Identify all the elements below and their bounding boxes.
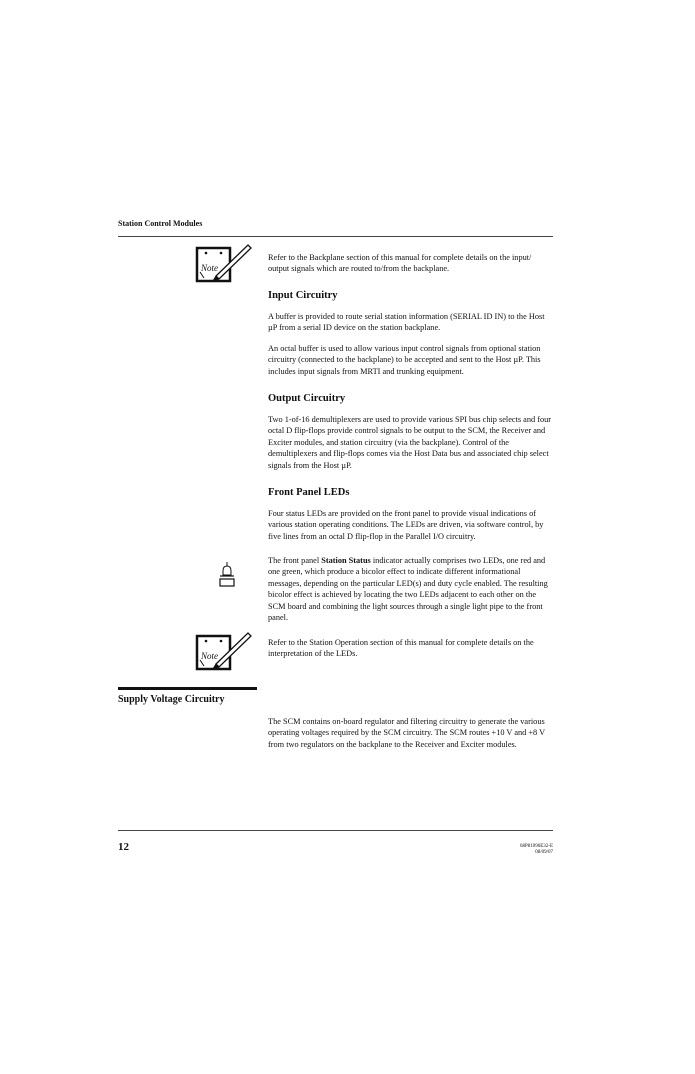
note-icon-label: Note xyxy=(201,263,218,273)
note-icon-label: Note xyxy=(201,651,218,661)
front-panel-leds-p1: Four status LEDs are provided on the front panel to provide visual indications of various station operating conditions. The LEDs are driven, via software control, by five lines from an octal D flip-flop in the Parallel I/O circuitry. xyxy=(268,509,544,541)
output-circuitry-p1: Two 1-of-16 demultiplexers are used to provide various SPI bus chip selects and four octal D flip-flops provide control signals to be output to the SCM, the Receiver and Exciter modules, and station circuitry (via the backplane). Control of the demultiplexers and flip-flops comes via the Host Data bus and associated chip select signals from the Host µP. xyxy=(268,415,552,470)
note1-text: Refer to the Backplane section of this manual for complete details on the input/ output signals which are routed to/from the backplane. xyxy=(268,253,532,274)
station-status-term: Station Status xyxy=(321,556,371,565)
heading-output-circuitry: Output Circuitry xyxy=(268,393,346,404)
supply-voltage-p1: The SCM contains on-board regulator and filtering circuitry to generate the various operating voltages required by the SCM circuitry. The SCM routes +10 V and +8 V from two regulators on the backplane to the Receiver and Exciter modules. xyxy=(268,717,545,749)
doc-date: 08/09/07 xyxy=(535,850,553,855)
note-pen-icon xyxy=(194,630,254,672)
footer-rule xyxy=(118,830,553,831)
input-circuitry-p1: A buffer is provided to route serial station information (SERIAL ID IN) to the Host µP from a serial ID device on the station backplane. xyxy=(268,312,545,333)
note-pen-icon xyxy=(194,242,254,284)
heading-supply-voltage: Supply Voltage Circuitry xyxy=(118,694,225,705)
page-number: 12 xyxy=(118,841,129,853)
p2-prefix: The front panel xyxy=(268,556,322,565)
section-rule xyxy=(118,687,257,690)
running-header: Station Control Modules xyxy=(118,219,203,228)
heading-input-circuitry: Input Circuitry xyxy=(268,290,338,301)
input-circuitry-p2: An octal buffer is used to allow various input control signals from optional station circuitry (connected to the backplane) to be accepted and sent to the Host µP. This includes input signals from MRTI and trunking equipment. xyxy=(268,344,541,376)
led-indicator-icon xyxy=(217,561,237,589)
p2-suffix: indicator actually comprises two LEDs, one red and one green, which produce a bicolor effect to indicate different informational messages, depending on the particular LED(s) and duty cycle enabled. The resulting bicolor effect is achieved by locating the two LEDs adjacent to each other on the SCM board and combining the light sources through a single light pipe to the front panel. xyxy=(268,556,548,623)
note2-text: Refer to the Station Operation section of this manual for complete details on the interpretation of the LEDs. xyxy=(268,638,534,659)
header-rule xyxy=(118,236,553,237)
front-panel-leds-p2 xyxy=(268,555,554,623)
doc-info xyxy=(470,844,553,856)
doc-number: 68P81096E32-E xyxy=(519,844,553,849)
heading-front-panel-leds: Front Panel LEDs xyxy=(268,487,350,498)
